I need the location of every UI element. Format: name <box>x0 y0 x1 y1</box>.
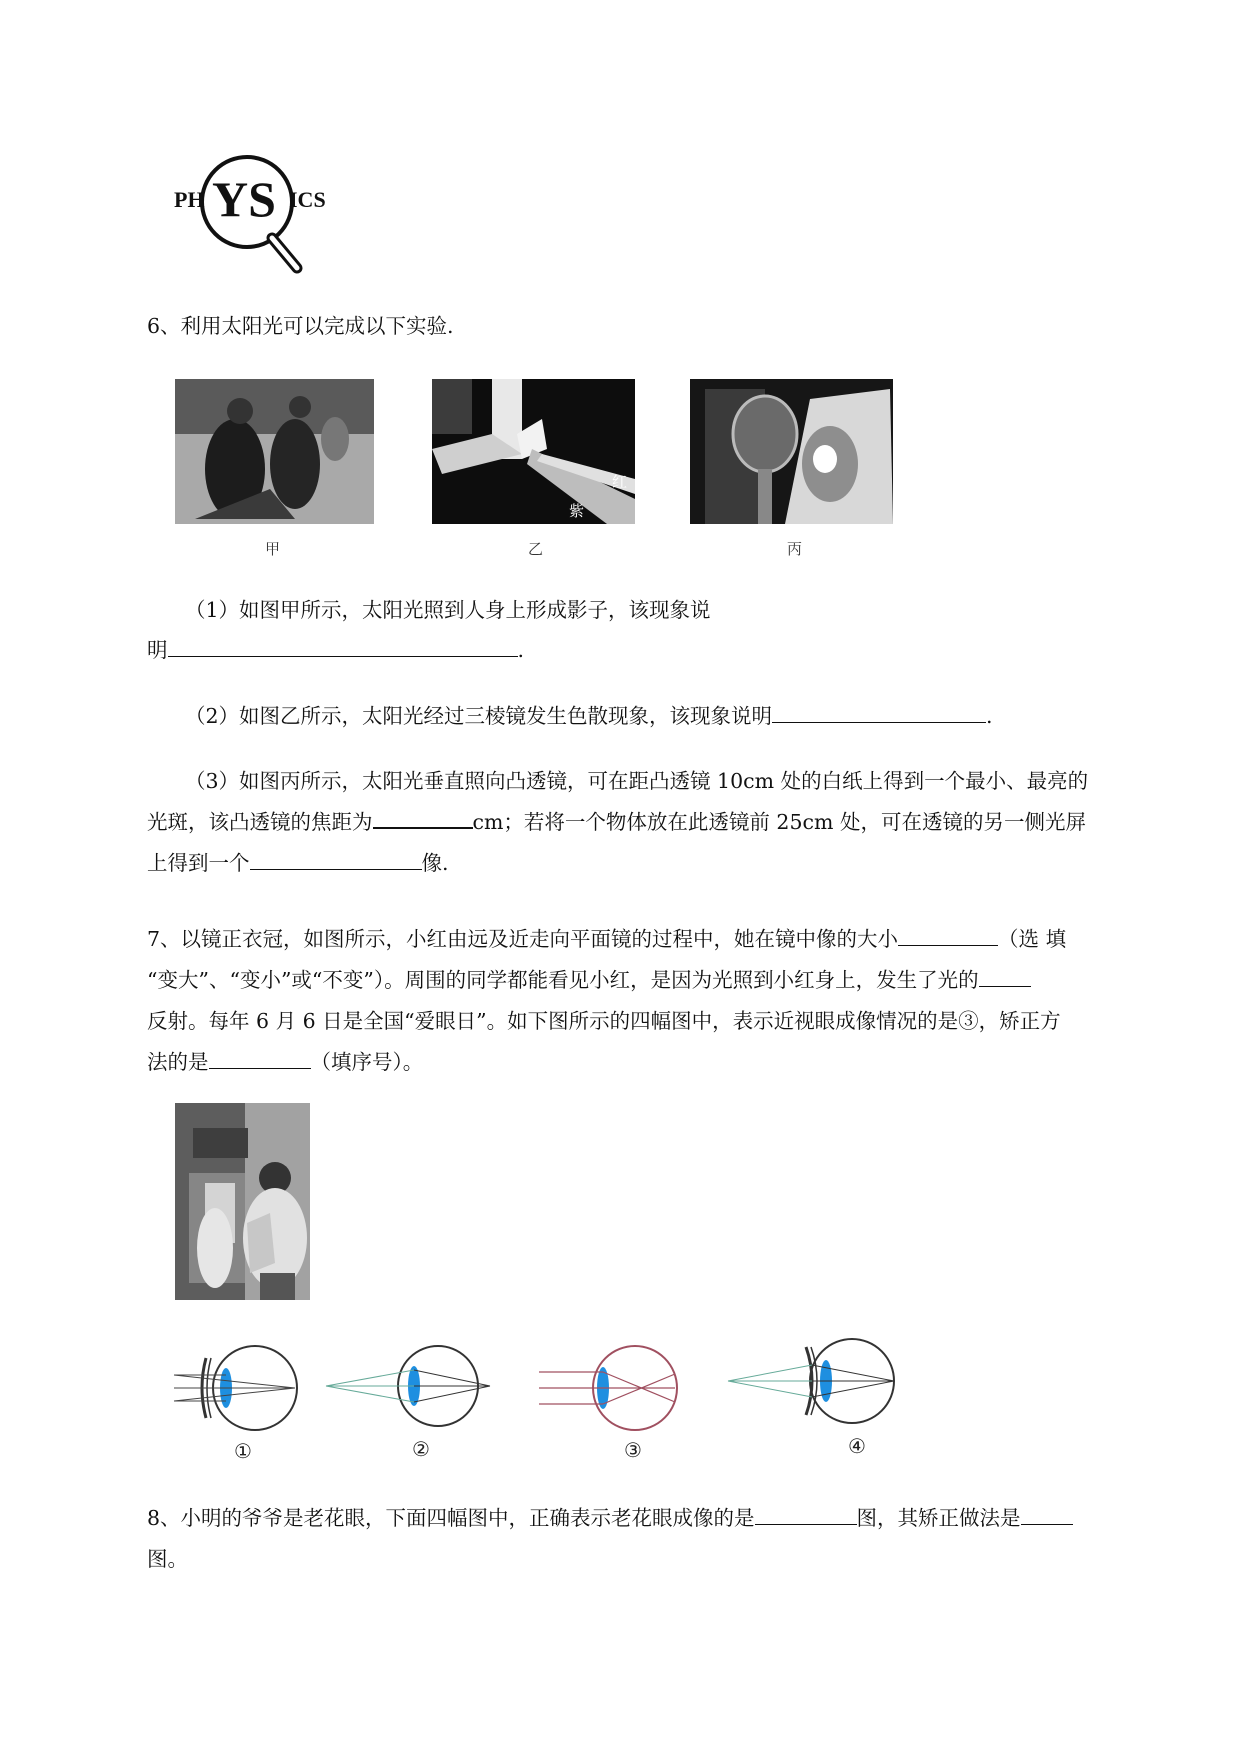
photo-shadow <box>175 379 374 524</box>
q6-part1-line1: （1）如图甲所示，太阳光照到人身上形成影子，该现象说 <box>185 598 711 622</box>
q7-line4: 法的是 （填序号）。 <box>147 1042 1147 1083</box>
q6-part3-line1: （3）如图丙所示，太阳光垂直照向凸透镜，可在距凸透镜 10cm 处的白纸上得到一个最小、最亮的 <box>185 769 1089 793</box>
q7-line1: 7、以镜正衣冠，如图所示，小红由远及近走向平面镜的过程中，她在镜中像的大小 （选 填 <box>147 919 1147 960</box>
eye-diagram-2 <box>320 1340 495 1440</box>
photo-prism <box>432 379 635 524</box>
photo-mirror <box>175 1103 310 1300</box>
eye-label-4: ④ <box>848 1434 866 1458</box>
answer-blank[interactable] <box>898 923 998 946</box>
answer-blank[interactable] <box>168 634 518 657</box>
q6-part3-line2: 光斑，该凸透镜的焦距为 cm；若将一个物体放在此透镜前 25cm 处，可在透镜的另一侧光屏 <box>147 802 1147 843</box>
q7-line2: “变大”、“变小”或“不变”）。周围的同学都能看见小红，是因为光照到小红身上，发生了光的 <box>147 960 1147 1001</box>
answer-blank[interactable] <box>979 964 1031 987</box>
eye-label-2: ② <box>412 1437 430 1461</box>
caption-jia: 甲 <box>265 540 281 558</box>
physics-logo <box>172 150 326 276</box>
caption-yi: 乙 <box>528 540 544 558</box>
eye-diagram-1 <box>170 1340 300 1440</box>
eye-label-3: ③ <box>624 1438 642 1462</box>
logo-big-text: YS <box>212 171 276 227</box>
answer-blank[interactable] <box>250 847 422 870</box>
label-red: 红 <box>612 473 628 491</box>
logo-right-text: ICS <box>289 187 326 212</box>
answer-blank[interactable] <box>755 1502 857 1525</box>
q7-line3: 反射。每年 6 月 6 日是全国“爱眼日”。如下图所示的四幅图中，表示近视眼成像情况的是③，矫正方 <box>147 1009 1061 1033</box>
q6-title: 6、利用太阳光可以完成以下实验. <box>147 314 454 338</box>
q8-line2: 图。 <box>147 1547 188 1571</box>
caption-bing: 丙 <box>787 540 803 558</box>
answer-blank[interactable] <box>209 1046 311 1069</box>
q6-part3-line3: 上得到一个 像. <box>147 843 1147 884</box>
q6-part2: （2）如图乙所示，太阳光经过三棱镜发生色散现象，该现象说明 . <box>185 696 1145 737</box>
eye-diagram-4 <box>722 1335 902 1435</box>
photo-lens <box>690 379 893 524</box>
answer-blank[interactable] <box>373 805 473 829</box>
logo-left-text: PH <box>174 187 205 212</box>
label-violet: 紫 <box>569 502 585 520</box>
q8-line1: 8、小明的爷爷是老花眼，下面四幅图中，正确表示老花眼成像的是 图，其矫正做法是 <box>147 1498 1147 1539</box>
answer-blank[interactable] <box>772 700 986 723</box>
answer-blank[interactable] <box>1021 1502 1073 1525</box>
eye-diagram-3 <box>535 1340 685 1440</box>
eye-label-1: ① <box>234 1439 252 1463</box>
q6-part1-line2: 明 . <box>147 630 1147 671</box>
